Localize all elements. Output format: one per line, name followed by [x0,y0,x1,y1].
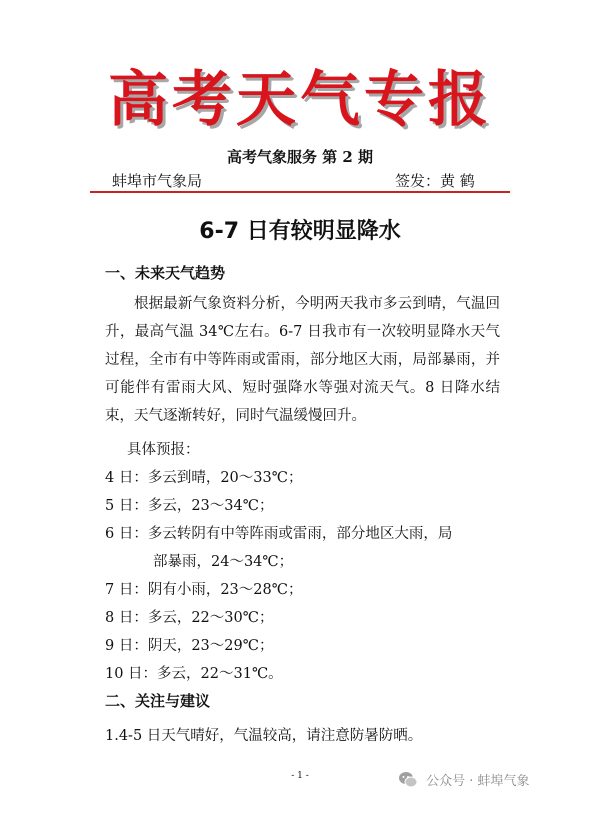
forecast-day-4: 4 日：多云到晴，20～33℃； [105,470,303,486]
forecast-day-5: 5 日：多云，23～34℃； [105,498,274,514]
wechat-icon [398,771,418,793]
section-heading-advice: 二、关注与建议 [105,692,211,710]
forecast-day-6-continued: 部暴雨，24～34℃； [153,554,294,570]
trend-paragraph: 根据最新气象资料分析，今明两天我市多云到晴，气温回升，最高气温 34℃左右。6-7 日我市有一次较明显降水天气过程，全市有中等阵雨或雷雨，部分地区大雨，局部暴雨，并可能伴有雷雨大风、短时强降水等强对流天气。8 日降水结束，天气逐渐转好，同时气温缓慢回升。 [105,296,500,424]
forecast-label: 具体预报： [127,442,200,458]
banner-title: 高考天气专报 [108,65,492,135]
forecast-day-8: 8 日：多云，22～30℃； [105,610,274,626]
section-heading-trend: 一、未来天气趋势 [105,264,226,282]
forecast-day-7: 7 日：阴有小雨，23～28℃； [105,582,303,598]
forecast-day-9: 9 日：阴天，23～29℃； [105,638,274,654]
document-title: 6-7 日有较明显降水 [199,219,401,244]
issue-line: 高考气象服务 第 2 期 [226,148,374,166]
advice-item-1: 1.4-5 日天气晴好，气温较高，请注意防暑防晒。 [105,728,423,744]
forecast-day-10: 10 日：多云，22～31℃。 [105,666,283,682]
issuing-agency: 蚌埠市气象局 [112,172,203,190]
signer: 签发：黄 鹤 [395,172,475,190]
red-divider [90,191,510,193]
watermark-text: 公众号 · 蚌埠气象 [426,774,530,789]
forecast-day-6: 6 日：多云转阴有中等阵雨或雷雨，部分地区大雨，局 [105,526,453,542]
page-number: - 1 - [291,771,309,781]
watermark [398,770,530,793]
